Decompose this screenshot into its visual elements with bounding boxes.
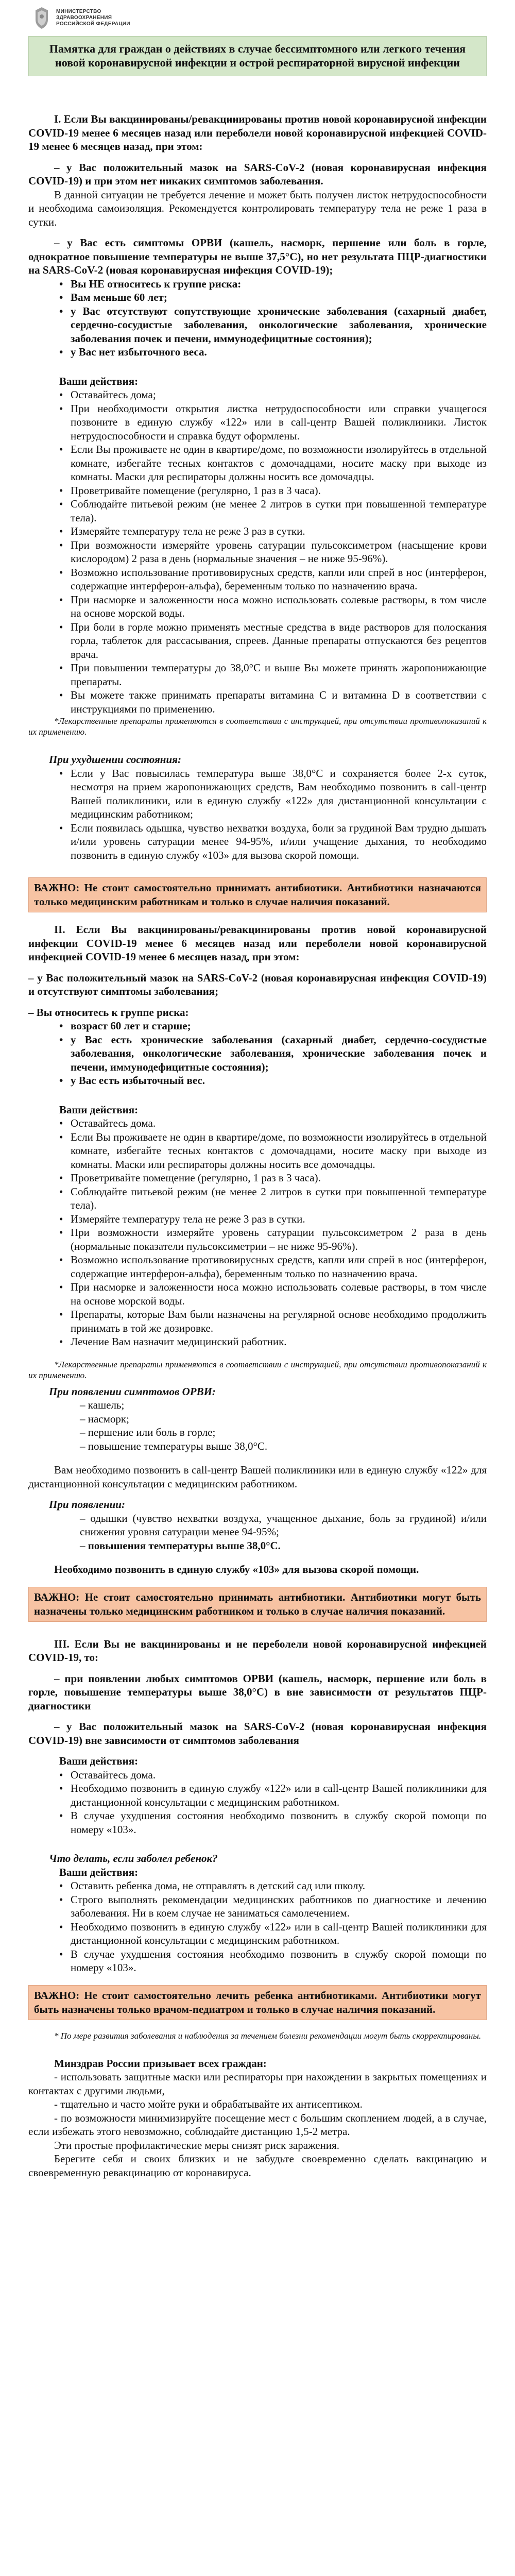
list-item: • Возможно использование противовирусных средств, капли или спрей в нос (интерферон, содержащие интерферон-альфа), беременным только по назначению врача. [59,566,487,593]
section-2-worse-list [28,1512,487,1553]
list-item: • Вам меньше 60 лет; [59,291,487,304]
section-1-worse-list [28,767,487,862]
list-item: • Проветривайте помещение (регулярно, 1 раз в 3 часа). [59,484,487,498]
list-item: • Соблюдайте питьевой режим (не менее 2 литров в сутки при повышенной температуре тела). [59,497,487,524]
list-item: • Оставайтесь дома; [59,388,487,402]
section-2-case-a: – у Вас положительный мазок на SARS-CoV-2 (новая коронавирусная инфекция COVID-19) и отсутствуют симптомы заболевания; [28,971,487,997]
list-item: • Возможно использование противовирусных средств, капли или спрей в нос (интерферон, содержащие интерферон-альфа), беременным только по назначению врача. [59,1253,487,1280]
section-4-actions-title: Ваши действия: [59,1866,139,1878]
section-1-actions-list [28,388,487,716]
list-item: – кашель; [80,1398,487,1412]
section-1-risk-list [28,277,487,359]
section-3-actions-title: Ваши действия: [59,1755,139,1767]
final-footnote: * По мере развития заболевания и наблюдения за течением болезни рекомендации могут быть скорректированы. [54,2030,482,2041]
section-1-case-a: – у Вас положительный мазок на SARS-CoV-2 (новая коронавирусная инфекция COVID-19) и при этом нет никаких симптомов заболевания. [28,161,487,187]
list-item: • Если Вы проживаете не один в квартире/доме, по возможности изолируйтесь в отдельной комнате, избегайте тесных контактов с домочадцами, носите маску при выходе из комнаты. Маски для респираторы должны носить все домочадцы. [59,443,487,484]
section-2-risk-title: – Вы относитесь к группе риска: [28,1006,189,1019]
final-item: - использовать защитные маски или респираторы при нахождении в закрытых помещениях и контактах с другими людьми, [28,2071,487,2097]
section-3-case-a: – при появлении любых симптомов ОРВИ (кашель, насморк, першение или боль в горле, повышение температуры выше 38,0°С) в вне зависимости от результатов ПЦР-диагностики [28,1672,487,1712]
list-item: – повышение температуры выше 38,0°С. [80,1439,487,1453]
section-3-heading: III. Если Вы не вакцинированы и не переболели новой коронавирусной инфекцией COVID-19, то: [28,1637,487,1664]
final-item: Эти простые профилактические меры снизят риск заражения. [54,2139,339,2151]
final-item: Берегите себя и своих близких и не забудьте своевременно сделать вакцинацию и своевременную ревакцинацию от коронавируса. [28,2153,487,2179]
list-item: • При повышении температуры до 38,0°С и выше Вы можете принять жаропонижающие препараты. [59,661,487,688]
section-2-symptoms-title: При появлении симптомов ОРВИ: [49,1385,216,1398]
list-item: • Измеряйте температуру тела не реже 3 раз в сутки. [59,1212,487,1226]
list-item: • у Вас отсутствуют сопутствующие хронические заболевания (сахарный диабет, сердечно-сосудистые заболевания, онкологические заболевания, хронические заболевания почек и печени, иммунодефицитные состояния); [59,304,487,346]
list-item: • Лечение Вам назначит медицинский работник. [59,1335,487,1349]
section-2-call-text: Вам необходимо позвонить в call-центр Вашей поликлиники или в единую службу «122» для дистанционной консультации с медицинским работником. [28,1464,487,1490]
section-4-warning: ВАЖНО: Не стоит самостоятельно лечить ребенка антибиотиками. Антибиотики могут быть назначены только врачом-педиатром и только в случае наличия показаний. [28,1985,487,2020]
list-item: • у Вас есть хронические заболевания (сахарный диабет, сердечно-сосудистые заболевания, онкологические заболевания, хронические заболевания почек и печени, иммунодефицитные состояния); [59,1033,487,1074]
list-item: – насморк; [80,1412,487,1426]
ministry-header [28,0,487,36]
section-2-warning: ВАЖНО: Не стоит самостоятельно принимать антибиотики. Антибиотики могут быть назначены только медицинским работником и только в случае наличия показаний. [28,1587,487,1622]
list-item: • у Вас нет избыточного веса. [59,345,487,359]
list-item: • Оставить ребенка дома, не отправлять в детский сад или школу. [59,1879,487,1893]
list-item: – одышки (чувство нехватки воздуха, учащенное дыхание, боль за грудиной) и/или снижения уровня сатурации менее 94-95%; [80,1512,487,1539]
list-item: • В случае ухудшения состояния необходимо позвонить в службу скорой помощи по номеру «103». [59,1809,487,1836]
list-item: • При насморке и заложенности носа можно использовать солевые растворы, в том числе на основе морской воды. [59,593,487,620]
list-item: • Если появилась одышка, чувство нехватки воздуха, боли за грудиной Вам трудно дышать и/или уровень сатурации менее 94-95%, и/или учащение дыхания, то необходимо позвонить в единую службу «103» для вызова скорой помощи. [59,821,487,862]
final-item: - тщательно и часто мойте руки и обрабатывайте их антисептиком. [54,2098,363,2110]
final-title: Минздрав России призывает всех граждан: [54,2057,267,2070]
list-item: • Строго выполнять рекомендации медицинских работников по диагностике и лечению заболевания. Ни в коем случае не заниматься самолечением. [59,1893,487,1920]
list-item: • При насморке и заложенности носа можно использовать солевые растворы, в том числе на основе морской воды. [59,1280,487,1308]
list-item: • При возможности измеряйте уровень сатурации пульсоксиметром (насыщение крови кислородом) 2 раза в день (нормальные значения – не ниже 95-96%). [59,538,487,566]
list-item: • Оставайтесь дома. [59,1116,487,1130]
section-1-warning: ВАЖНО: Не стоит самостоятельно принимать антибиотики. Антибиотики назначаются только медицинским работникам и только в случае наличия показаний. [28,877,487,912]
list-item: • Если у Вас повысилась температура выше 38,0°С и сохраняется более 2-х суток, несмотря на прием жаропонижающих средств, Вам необходимо позвонить в call-центр Вашей поликлиники, или в единую службу «122» для дистанционной консультации с медицинским работником; [59,767,487,821]
section-3-case-b: – у Вас положительный мазок на SARS-CoV-2 (новая коронавирусная инфекция COVID-19) вне зависимости от симптомов заболевания [28,1720,487,1747]
ministry-name: МИНИСТЕРСТВО ЗДРАВООХРАНЕНИЯ РОССИЙСКОЙ ФЕДЕРАЦИИ [56,9,130,27]
list-item: • При боли в горле можно применять местные средства в виде растворов для полоскания горла, таблеток для рассасывания, спреев. Данные препараты отпускаются без рецептов врача. [59,620,487,662]
list-item: • Вы можете также принимать препараты витамина С и витамина D в соответствии с инструкциями по применению. [59,688,487,716]
list-item: • Проветривайте помещение (регулярно, 1 раз в 3 часа). [59,1171,487,1185]
list-item: • При возможности измеряйте уровень сатурации пульсоксиметром 2 раза в день (нормальные показатели пульсоксиметрии – не ниже 95-96%). [59,1226,487,1253]
section-4-actions-list [28,1879,487,1975]
list-item: • возраст 60 лет и старше; [59,1019,487,1033]
list-item: • Препараты, которые Вам были назначены на регулярной основе необходимо продолжить принимать в той же дозировке. [59,1308,487,1335]
list-item: • Необходимо позвонить в единую службу «122» или в call-центр Вашей поликлиники для дистанционной консультации с медицинским работником. [59,1920,487,1947]
page-title: Памятка для граждан о действиях в случае бессимптомного или легкого течения новой коронавирусной инфекции и острой респираторной вирусной инфекции [28,36,487,76]
list-item: • При необходимости открытия листка нетрудоспособности или справки учащегося позвоните в единую службу «122» или в call-центр Вашей поликлиники. Листок нетрудоспособности и справка будут оформлены. [59,402,487,443]
section-1-case-b: – у Вас есть симптомы ОРВИ (кашель, насморк, першение или боль в горле, однократное повышение температуры не выше 37,5°С), но нет результата ПЦР-диагностики на SARS-CoV-2 (новая коронавирусная инфекция COVID-19); [28,236,487,276]
list-item: • Если Вы проживаете не один в квартире/доме, по возможности изолируйтесь в отдельной комнате, избегайте тесных контактов с домочадцами, носите маску при выходе из комнаты. Маски или респираторы должны носить все домочадцы. [59,1130,487,1172]
list-item: – першение или боль в горле; [80,1426,487,1439]
final-item: - по возможности минимизируйте посещение мест с большим скоплением людей, а в случае, если избежать этого невозможно, соблюдайте дистанцию 1,5-2 метра. [28,2111,487,2138]
section-3-actions-list [28,1768,487,1837]
section-2-worse-title: При появлении: [49,1498,125,1511]
list-item: – повышения температуры выше 38,0°С. [80,1539,487,1553]
list-item: • Оставайтесь дома. [59,1768,487,1782]
section-4-question: Что делать, если заболел ребенок? [49,1852,218,1865]
section-1-footnote: *Лекарственные препараты применяются в соответствии с инструкцией, при отсутствии противопоказаний к их применению. [28,716,487,737]
list-item: • Соблюдайте питьевой режим (не менее 2 литров в сутки при повышенной температуре тела). [59,1185,487,1212]
section-1-heading: I. Если Вы вакцинированы/ревакцинированы против новой коронавирусной инфекции COVID-19 менее 6 месяцев назад или переболели новой коронавирусной инфекцией COVID-19 менее 6 месяцев назад, при этом: [28,113,487,152]
section-1-actions-title: Ваши действия: [59,375,139,387]
section-1-worse-title: При ухудшении состояния: [49,753,181,766]
section-2-risk-list [28,1019,487,1088]
section-2-footnote: *Лекарственные препараты применяются в соответствии с инструкцией, при отсутствии противопоказаний к их применению. [28,1359,487,1380]
coat-of-arms-icon [32,6,51,30]
section-2-call-103: Необходимо позвонить в единую службу «103» для вызова скорой помощи. [54,1563,419,1575]
section-2-heading: II. Если Вы вакцинированы/ревакцинированы против новой коронавирусной инфекции COVID-19 менее 6 месяцев назад или переболели новой коронавирусной инфекцией COVID-19 менее 6 месяцев назад, при этом: [28,923,487,963]
list-item: • В случае ухудшения состояния необходимо позвонить в службу скорой помощи по номеру «103». [59,1947,487,1975]
list-item: • Необходимо позвонить в единую службу «122» или в call-центр Вашей поликлиники для дистанционной консультации с медицинским работником. [59,1782,487,1809]
section-2-actions-list [28,1116,487,1349]
section-2-actions-title: Ваши действия: [59,1103,139,1116]
section-1-case-a-text: В данной ситуации не требуется лечение и может быть получен листок нетрудоспособности и необходима самоизоляция. Рекомендуется контролировать температуру тела не реже 1 раза в сутки. [28,188,487,228]
list-item: • Вы НЕ относитесь к группе риска: [59,277,487,291]
section-2-symptoms-list [28,1398,487,1453]
list-item: • Измеряйте температуру тела не реже 3 раз в сутки. [59,524,487,538]
list-item: • у Вас есть избыточный вес. [59,1074,487,1088]
